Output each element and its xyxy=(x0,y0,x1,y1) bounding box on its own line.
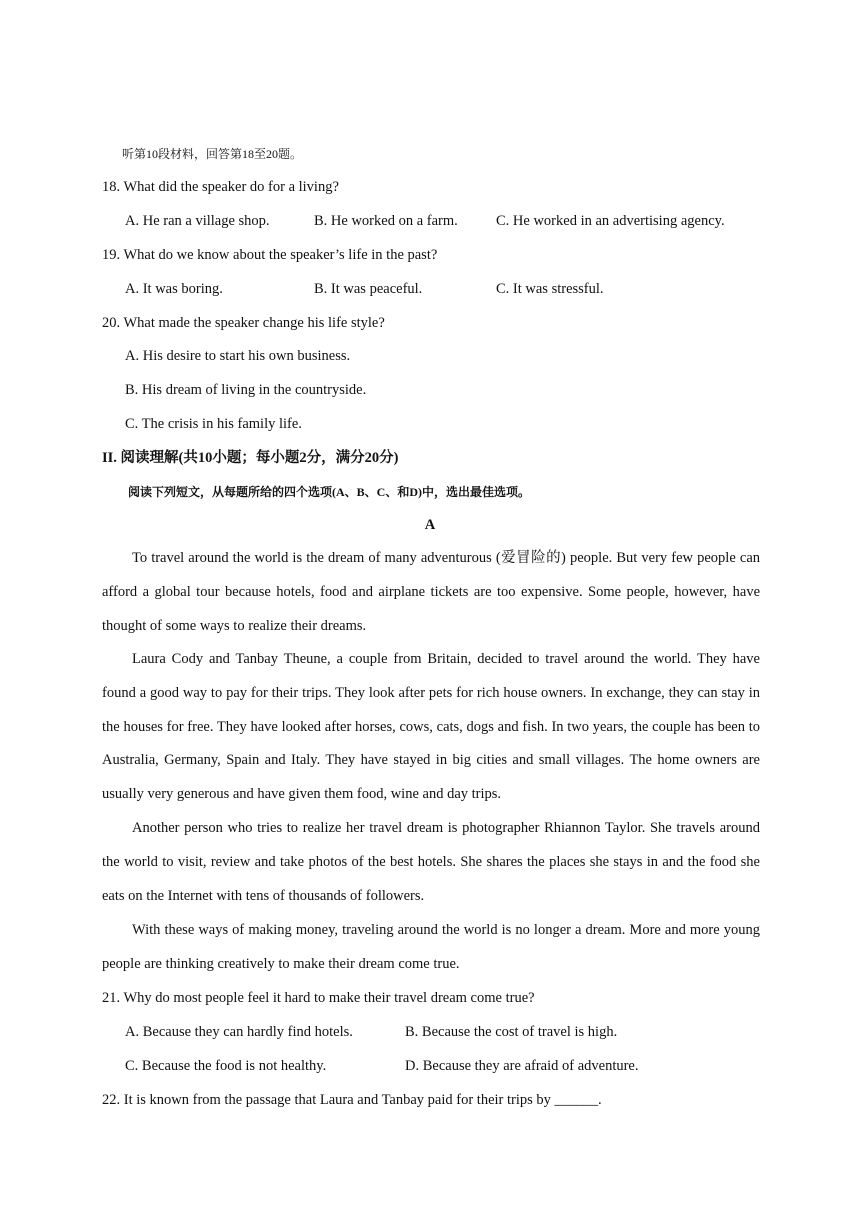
passage-paragraph-3: Another person who tries to realize her travel dream is photographer Rhiannon Taylor. She travels around the world to visit, review and take photos of the best hotels. She shares the places she stays in and the food she eats on the Internet with tens of thousands of followers. xyxy=(102,820,760,904)
section-heading: II. 阅读理解(共10小题；每小题2分，满分20分) xyxy=(102,450,399,466)
question-19: 19. What do we know about the speaker’s life in the past? xyxy=(102,247,438,263)
option-c: C. The crisis in his family life. xyxy=(125,416,302,432)
passage-paragraph-2: Laura Cody and Tanbay Theune, a couple from Britain, decided to travel around the world. They have found a good way to pay for their trips. They look after pets for rich house owners. In exchange, they can stay in the houses for free. They have looked after horses, cows, cats, dogs and fish. In two years, the couple has been to Australia, Germany, Spain and Italy. They have stayed in big cities and small villages. The home owners are usually very generous and have given them food, wine and day trips. xyxy=(102,651,760,803)
question-20: 20. What made the speaker change his life style? xyxy=(102,315,385,331)
question-22: 22. It is known from the passage that Laura and Tanbay paid for their trips by ______. xyxy=(102,1092,602,1108)
option-c: C. It was stressful. xyxy=(496,281,604,297)
passage-paragraph-1: To travel around the world is the dream of many adventurous (爱冒险的) people. But very few people can afford a global tour because hotels, food and airplane tickets are too expensive. Some people, however, have thought of some ways to realize their dreams. xyxy=(102,550,760,634)
question-18: 18. What did the speaker do for a living? xyxy=(102,179,339,195)
listening-instruction: 听第10段材料，回答第18至20题。 xyxy=(122,147,303,161)
option-c: C. He worked in an advertising agency. xyxy=(496,213,725,229)
option-b: B. Because the cost of travel is high. xyxy=(405,1024,618,1040)
option-a: A. His desire to start his own business. xyxy=(125,348,351,364)
option-a: A. It was boring. xyxy=(125,281,223,297)
option-b: B. His dream of living in the countryside. xyxy=(125,382,367,398)
question-21: 21. Why do most people feel it hard to make their travel dream come true? xyxy=(102,990,535,1006)
option-d: D. Because they are afraid of adventure. xyxy=(405,1058,639,1074)
section-instruction: 阅读下列短文，从每题所给的四个选项(A、B、C、和D)中，选出最佳选项。 xyxy=(128,485,530,499)
option-c: C. Because the food is not healthy. xyxy=(125,1058,327,1074)
option-a: A. Because they can hardly find hotels. xyxy=(125,1024,353,1040)
option-a: A. He ran a village shop. xyxy=(125,213,270,229)
passage-label: A xyxy=(424,517,436,533)
option-b: B. It was peaceful. xyxy=(314,281,423,297)
option-b: B. He worked on a farm. xyxy=(314,213,458,229)
passage-paragraph-4: With these ways of making money, traveling around the world is no longer a dream. More and more young people are thinking creatively to make their dream come true. xyxy=(102,922,760,972)
